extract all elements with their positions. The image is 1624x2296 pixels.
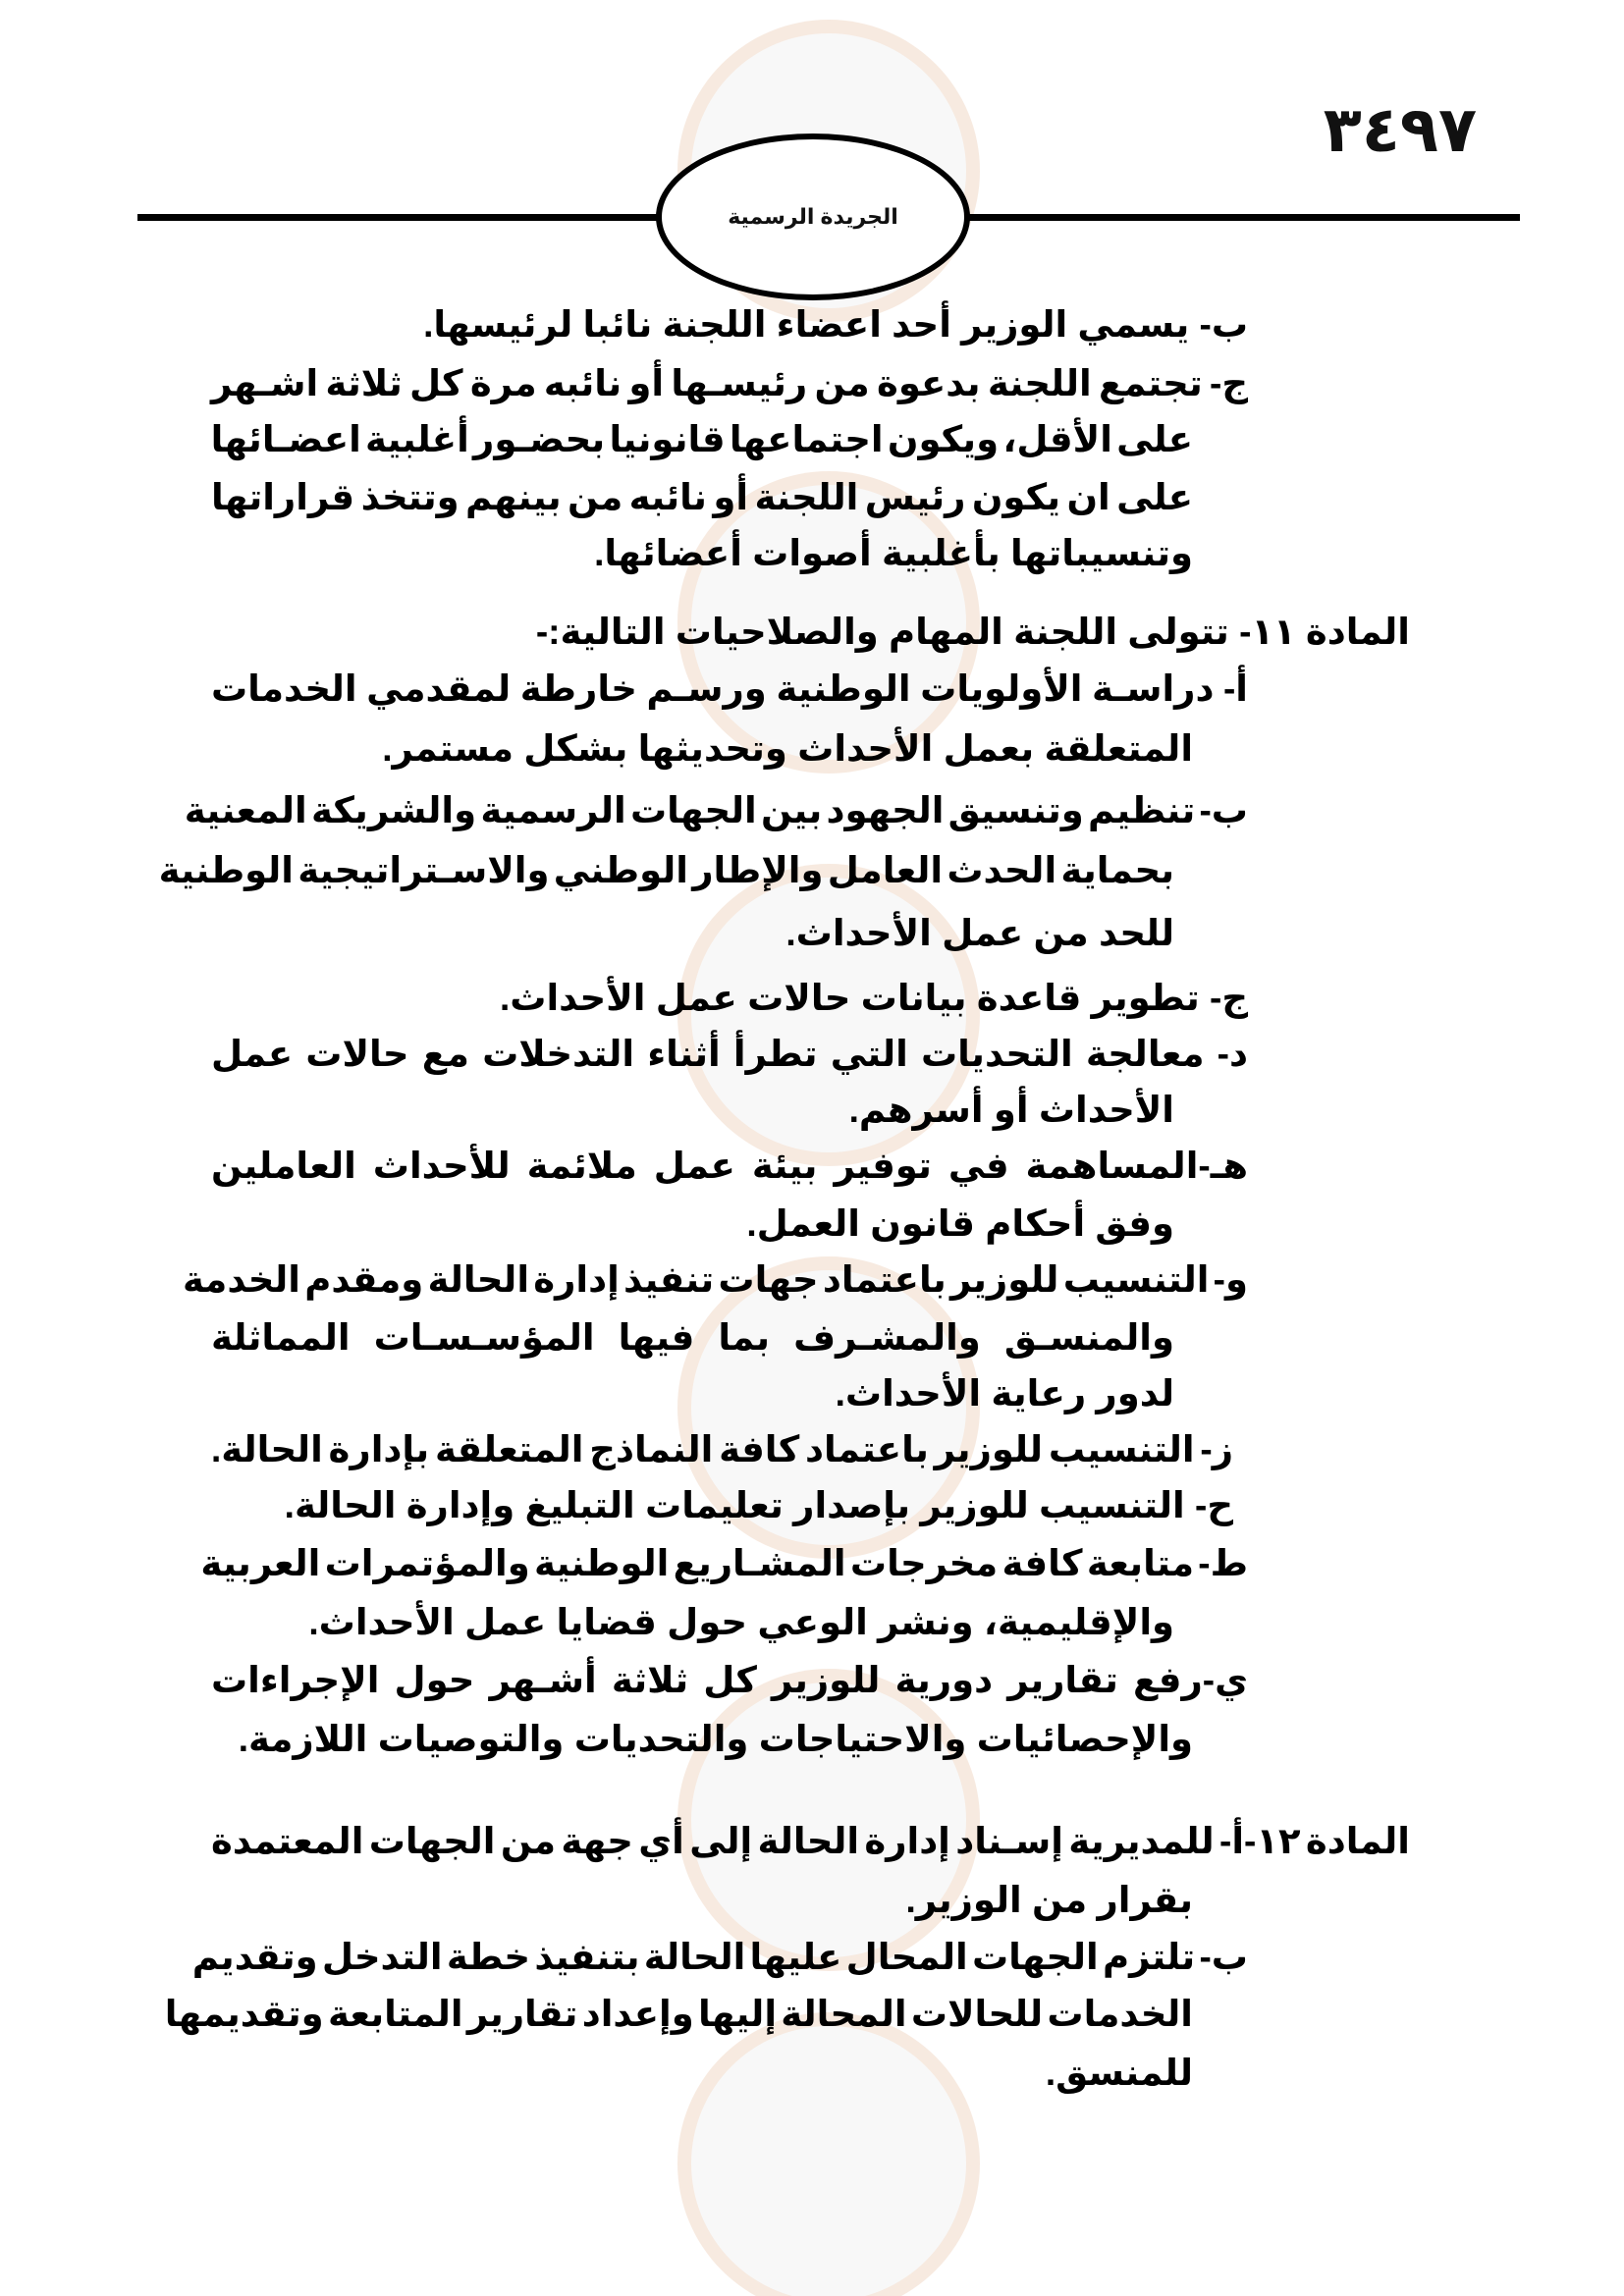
text-line: و- التنسيب للوزير باعتماد جهات تنفيذ إدارة الحالة ومقدم الخدمة <box>182 1259 1248 1300</box>
text-line: ج- تطوير قاعدة بيانات حالات عمل الأحداث. <box>500 978 1248 1018</box>
text-line: والإقليمية، ونشر الوعي حول قضايا عمل الأحداث. <box>308 1602 1174 1642</box>
text-line: المادة ١٢-أ- للمديرية إسـناد إدارة الحالة إلى أي جهة من الجهات المعتمدة <box>210 1821 1410 1861</box>
text-line: بحماية الحدث العامل والإطار الوطني والاسـتراتيجية الوطنية <box>158 850 1174 890</box>
text-line: للمنسق. <box>1045 2053 1193 2093</box>
text-line: ج- تجتمع اللجنة بدعوة من رئيسـها أو نائبه مرة كل ثلاثة اشـهر <box>211 363 1248 403</box>
text-line: للحد من عمل الأحداث. <box>785 913 1174 953</box>
text-line: ب- يسمي الوزير أحد اعضاء اللجنة نائبا لرئيسها. <box>423 304 1248 345</box>
text-line: الخدمات للحالات المحالة إليها وإعداد تقارير المتابعة وتقديمها <box>164 1994 1193 2034</box>
text-line: على الأقل، ويكون اجتماعها قانونيا بحضـور أغلبية اعضـائها <box>210 419 1193 459</box>
text-line: بقرار من الوزير. <box>905 1880 1193 1920</box>
text-line: على ان يكون رئيس اللجنة أو نائبه من بينهم وتتخذ قراراتها <box>211 477 1193 517</box>
text-line: الأحداث أو أسرهم. <box>848 1090 1174 1130</box>
page-number: ٣٤٩٧ <box>1323 94 1477 165</box>
text-line: والإحصائيات والاحتياجات والتحديات والتوصيات اللازمة. <box>238 1719 1193 1759</box>
text-line: أ- دراسـة الأولويات الوطنية ورسـم خارطة لمقدمي الخدمات <box>211 668 1248 709</box>
text-line: ط- متابعة كافة مخرجات المشـاريع الوطنية والمؤتمرات العربية <box>200 1543 1248 1583</box>
text-line: وتنسيباتها بأغلبية أصوات أعضائها. <box>594 533 1193 573</box>
text-line: لدور رعاية الأحداث. <box>835 1373 1174 1414</box>
text-line: هـ-المساهمة في توفير بيئة عمل ملائمة للأحداث العاملين <box>211 1146 1248 1186</box>
text-line: وفق أحكام قانون العمل. <box>746 1203 1174 1244</box>
gazette-seal <box>656 133 970 300</box>
text-line: د- معالجة التحديات التي تطرأ أثناء التدخلات مع حالات عمل <box>211 1034 1248 1074</box>
text-line: ي-رفع تقارير دورية للوزير كل ثلاثة أشـهر حول الإجراءات <box>211 1660 1248 1700</box>
text-line: والمنسـق والمشـرف بما فيها المؤسـسـات المماثلة <box>211 1317 1174 1358</box>
text-line: ز- التنسيب للوزير باعتماد كافة النماذج المتعلقة بإدارة الحالة. <box>211 1429 1233 1469</box>
text-line: المتعلقة بعمل الأحداث وتحديثها بشكل مستمر. <box>382 728 1193 769</box>
text-line: ب- تلتزم الجهات المحال عليها الحالة بتنفيذ خطة التدخل وتقديم <box>191 1937 1248 1977</box>
text-line: ح- التنسيب للوزير بإصدار تعليمات التبليغ وإدارة الحالة. <box>284 1485 1233 1525</box>
watermark-clock-logo <box>677 2012 980 2296</box>
text-line: المادة ١١- تتولى اللجنة المهام والصلاحيات التالية:- <box>535 612 1410 652</box>
text-line: ب- تنظيم وتنسيق الجهود بين الجهات الرسمية والشريكة المعنية <box>184 790 1248 830</box>
gazette-title: الجريدة الرسمية <box>728 204 898 229</box>
